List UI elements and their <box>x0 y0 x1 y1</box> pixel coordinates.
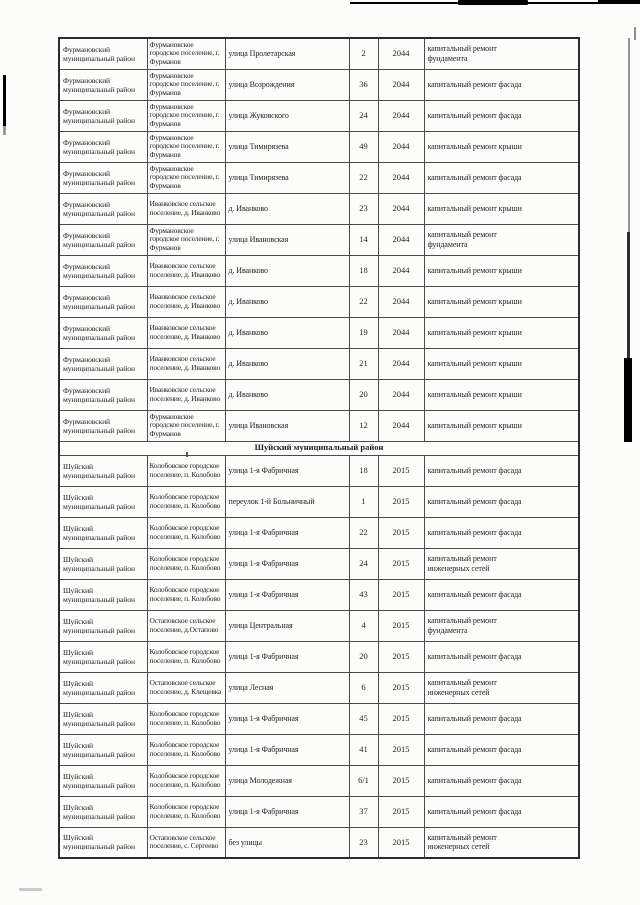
cell-work: капитальный ремонт инженерных сетей <box>424 672 579 703</box>
cell-street: д. Иванково <box>225 193 349 224</box>
cell-year: 2015 <box>378 796 424 827</box>
cell-street: улица Возрождения <box>225 69 349 100</box>
cell-house: 23 <box>349 193 378 224</box>
cell-district: Фурмановский муниципальный район <box>59 410 147 441</box>
table-row <box>59 734 579 765</box>
cell-settlement: Фурмановское городское поселение, г. Фурманов <box>147 131 225 162</box>
table-row <box>59 486 579 517</box>
cell-work: капитальный ремонт крыши <box>424 410 579 441</box>
table-row <box>59 379 579 410</box>
cell-district: Фурмановский муниципальный район <box>59 162 147 193</box>
cell-house: 24 <box>349 100 378 131</box>
cell-year: 2015 <box>378 455 424 486</box>
cell-street: без улицы <box>225 827 349 858</box>
cell-year: 2015 <box>378 610 424 641</box>
table-row <box>59 224 579 255</box>
cell-work: капитальный ремонт крыши <box>424 348 579 379</box>
section-header-label: Шуйский муниципальный район <box>59 441 579 455</box>
scan-artifact-right-line-mid <box>627 232 630 360</box>
cell-house: 6 <box>349 672 378 703</box>
table-row <box>59 410 579 441</box>
table-row <box>59 796 579 827</box>
section-header-row <box>59 441 579 455</box>
cell-year: 2044 <box>378 100 424 131</box>
cell-street: улица Лесная <box>225 672 349 703</box>
cell-street: улица Пролетарская <box>225 38 349 69</box>
cell-year: 2015 <box>378 548 424 579</box>
cell-house: 20 <box>349 379 378 410</box>
cell-street: улица Центральная <box>225 610 349 641</box>
cell-district: Шуйский муниципальный район <box>59 517 147 548</box>
cell-settlement: Колобовское городское поселение, п. Колобово <box>147 548 225 579</box>
cell-house: 22 <box>349 162 378 193</box>
cell-house: 20 <box>349 641 378 672</box>
cell-settlement: Колобовское городское поселение, п. Колобово <box>147 641 225 672</box>
cell-district: Фурмановский муниципальный район <box>59 38 147 69</box>
cell-settlement: Фурмановское городское поселение, г. Фурманов <box>147 38 225 69</box>
cell-house: 23 <box>349 827 378 858</box>
cell-work: капитальный ремонт фасада <box>424 734 579 765</box>
cell-year: 2044 <box>378 410 424 441</box>
cell-settlement: Иванковское сельское поселение, д. Иванково <box>147 255 225 286</box>
cell-settlement: Фурмановское городское поселение, г. Фурманов <box>147 162 225 193</box>
table-row <box>59 672 579 703</box>
cell-house: 18 <box>349 455 378 486</box>
table-row <box>59 703 579 734</box>
cell-street: улица 1-я Фабричная <box>225 641 349 672</box>
cell-street: д. Иванково <box>225 255 349 286</box>
scan-artifact-right-line-thin <box>628 38 630 233</box>
cell-settlement: Колобовское городское поселение, п. Колобово <box>147 765 225 796</box>
cell-work: капитальный ремонт фасада <box>424 579 579 610</box>
cell-settlement: Иванковское сельское поселение, д. Иванково <box>147 286 225 317</box>
cell-work: капитальный ремонт инженерных сетей <box>424 548 579 579</box>
cell-work: капитальный ремонт фасада <box>424 486 579 517</box>
cell-year: 2044 <box>378 162 424 193</box>
cell-year: 2015 <box>378 517 424 548</box>
table-row <box>59 548 579 579</box>
cell-year: 2044 <box>378 38 424 69</box>
scan-artifact-bottom-dash <box>19 888 42 891</box>
cell-district: Шуйский муниципальный район <box>59 703 147 734</box>
cell-year: 2015 <box>378 765 424 796</box>
cell-settlement: Иванковское сельское поселение, д. Иванково <box>147 379 225 410</box>
cell-district: Шуйский муниципальный район <box>59 455 147 486</box>
cell-house: 12 <box>349 410 378 441</box>
cell-street: улица 1-я Фабричная <box>225 703 349 734</box>
table-row <box>59 827 579 858</box>
cell-year: 2044 <box>378 255 424 286</box>
scan-artifact-left-bar <box>3 75 6 126</box>
cell-district: Фурмановский муниципальный район <box>59 131 147 162</box>
cell-street: улица 1-я Фабричная <box>225 517 349 548</box>
scan-artifact-top-line-right <box>598 0 640 4</box>
cell-street: д. Иванково <box>225 317 349 348</box>
cell-work: капитальный ремонт фасада <box>424 765 579 796</box>
cell-district: Шуйский муниципальный район <box>59 579 147 610</box>
cell-house: 1 <box>349 486 378 517</box>
cell-district: Шуйский муниципальный район <box>59 610 147 641</box>
cell-street: улица Ивановская <box>225 410 349 441</box>
cell-work: капитальный ремонт фасада <box>424 100 579 131</box>
cell-street: переулок 1-й Больничный <box>225 486 349 517</box>
cell-year: 2015 <box>378 641 424 672</box>
table-row <box>59 579 579 610</box>
cell-settlement: Колобовское городское поселение, п. Колобово <box>147 796 225 827</box>
table-row <box>59 38 579 69</box>
cell-house: 22 <box>349 286 378 317</box>
cell-house: 14 <box>349 224 378 255</box>
cell-settlement: Фурмановское городское поселение, г. Фурманов <box>147 69 225 100</box>
cell-year: 2044 <box>378 379 424 410</box>
cell-house: 43 <box>349 579 378 610</box>
cell-work: капитальный ремонт крыши <box>424 379 579 410</box>
cell-year: 2044 <box>378 193 424 224</box>
cell-district: Фурмановский муниципальный район <box>59 379 147 410</box>
cell-street: улица Тимирязева <box>225 131 349 162</box>
cell-year: 2044 <box>378 69 424 100</box>
cell-district: Фурмановский муниципальный район <box>59 348 147 379</box>
cell-year: 2015 <box>378 703 424 734</box>
table-row <box>59 317 579 348</box>
table-row <box>59 162 579 193</box>
table-row <box>59 610 579 641</box>
cell-house: 22 <box>349 517 378 548</box>
cell-work: капитальный ремонт крыши <box>424 131 579 162</box>
cell-year: 2044 <box>378 131 424 162</box>
cell-district: Шуйский муниципальный район <box>59 734 147 765</box>
cell-work: капитальный ремонт фасада <box>424 455 579 486</box>
cell-house: 41 <box>349 734 378 765</box>
cell-district: Фурмановский муниципальный район <box>59 317 147 348</box>
cell-work: капитальный ремонт фасада <box>424 641 579 672</box>
cell-settlement: Фурмановское городское поселение, г. Фурманов <box>147 100 225 131</box>
cell-street: улица 1-я Фабричная <box>225 548 349 579</box>
cell-street: д. Иванково <box>225 348 349 379</box>
cell-house: 19 <box>349 317 378 348</box>
scan-artifact-left-bar-fade <box>3 126 6 135</box>
cell-house: 4 <box>349 610 378 641</box>
cell-work: капитальный ремонт фундамента <box>424 38 579 69</box>
cell-year: 2015 <box>378 734 424 765</box>
cell-work: капитальный ремонт крыши <box>424 317 579 348</box>
cell-settlement: Иванковское сельское поселение, д. Иванково <box>147 193 225 224</box>
table-row <box>59 641 579 672</box>
cell-district: Шуйский муниципальный район <box>59 796 147 827</box>
table-row <box>59 100 579 131</box>
cell-work: капитальный ремонт фасада <box>424 162 579 193</box>
cell-year: 2015 <box>378 579 424 610</box>
cell-district: Фурмановский муниципальный район <box>59 286 147 317</box>
table-row <box>59 517 579 548</box>
cell-work: капитальный ремонт крыши <box>424 286 579 317</box>
cell-district: Шуйский муниципальный район <box>59 672 147 703</box>
cell-year: 2015 <box>378 486 424 517</box>
cell-street: д. Иванково <box>225 379 349 410</box>
cell-district: Шуйский муниципальный район <box>59 548 147 579</box>
cell-street: д. Иванково <box>225 286 349 317</box>
cell-work: капитальный ремонт фундамента <box>424 224 579 255</box>
table-row <box>59 193 579 224</box>
cell-house: 2 <box>349 38 378 69</box>
cell-year: 2044 <box>378 317 424 348</box>
cell-year: 2015 <box>378 672 424 703</box>
cell-district: Фурмановский муниципальный район <box>59 255 147 286</box>
cell-settlement: Колобовское городское поселение, п. Колобово <box>147 517 225 548</box>
cell-street: улица 1-я Фабричная <box>225 796 349 827</box>
cell-street: улица Жуковского <box>225 100 349 131</box>
cell-settlement: Колобовское городское поселение, п. Колобово <box>147 455 225 486</box>
table-row <box>59 455 579 486</box>
capital-repairs-table <box>58 37 580 859</box>
cell-house: 18 <box>349 255 378 286</box>
cell-settlement: Остаповское сельское поселение, с. Сергеево <box>147 827 225 858</box>
capital-repairs-table-body <box>59 38 579 858</box>
scan-artifact-right-line-thick <box>624 358 632 442</box>
cell-district: Фурмановский муниципальный район <box>59 69 147 100</box>
cell-settlement: Колобовское городское поселение, п. Колобово <box>147 579 225 610</box>
cell-district: Шуйский муниципальный район <box>59 486 147 517</box>
cell-house: 24 <box>349 548 378 579</box>
cell-street: улица 1-я Фабричная <box>225 734 349 765</box>
scan-artifact-top-line-thick <box>458 0 528 5</box>
cell-street: улица Молодежная <box>225 765 349 796</box>
scan-artifact-right-tick <box>634 27 636 40</box>
table-row <box>59 131 579 162</box>
cell-settlement: Фурмановское городское поселение, г. Фурманов <box>147 224 225 255</box>
table-row <box>59 348 579 379</box>
cell-settlement: Колобовское городское поселение, п. Колобово <box>147 703 225 734</box>
cell-house: 6/1 <box>349 765 378 796</box>
cell-work: капитальный ремонт фасада <box>424 69 579 100</box>
cell-settlement: Фурмановское городское поселение, г. Фурманов <box>147 410 225 441</box>
cell-work: капитальный ремонт крыши <box>424 255 579 286</box>
cell-settlement: Остаповское сельское поселение, д.Остапово <box>147 610 225 641</box>
cell-year: 2044 <box>378 348 424 379</box>
cell-settlement: Иванковское сельское поселение, д. Иванково <box>147 317 225 348</box>
cell-work: капитальный ремонт фундамента <box>424 610 579 641</box>
cell-district: Фурмановский муниципальный район <box>59 100 147 131</box>
cell-work: капитальный ремонт фасада <box>424 517 579 548</box>
table-row <box>59 286 579 317</box>
table-row <box>59 69 579 100</box>
cell-street: улица 1-я Фабричная <box>225 579 349 610</box>
cell-settlement: Колобовское городское поселение, п. Колобово <box>147 486 225 517</box>
cell-house: 36 <box>349 69 378 100</box>
cell-house: 21 <box>349 348 378 379</box>
cell-district: Фурмановский муниципальный район <box>59 224 147 255</box>
cell-settlement: Иванковское сельское поселение, д. Иванково <box>147 348 225 379</box>
cell-street: улица Тимирязева <box>225 162 349 193</box>
cell-work: капитальный ремонт инженерных сетей <box>424 827 579 858</box>
table-row <box>59 255 579 286</box>
cell-year: 2015 <box>378 827 424 858</box>
cell-district: Шуйский муниципальный район <box>59 641 147 672</box>
table-row <box>59 765 579 796</box>
cell-year: 2044 <box>378 286 424 317</box>
cell-work: капитальный ремонт фасада <box>424 796 579 827</box>
cell-year: 2044 <box>378 224 424 255</box>
cell-settlement: Остаповское сельское поселение, д. Клещевка <box>147 672 225 703</box>
cell-settlement: Колобовское городское поселение, п. Колобово <box>147 734 225 765</box>
cell-house: 37 <box>349 796 378 827</box>
cell-work: капитальный ремонт крыши <box>424 193 579 224</box>
cell-street: улица 1-я Фабричная <box>225 455 349 486</box>
cell-house: 45 <box>349 703 378 734</box>
cell-house: 49 <box>349 131 378 162</box>
cell-district: Фурмановский муниципальный район <box>59 193 147 224</box>
cell-district: Шуйский муниципальный район <box>59 765 147 796</box>
cell-street: улица Ивановская <box>225 224 349 255</box>
cell-district: Шуйский муниципальный район <box>59 827 147 858</box>
cell-work: капитальный ремонт фасада <box>424 703 579 734</box>
